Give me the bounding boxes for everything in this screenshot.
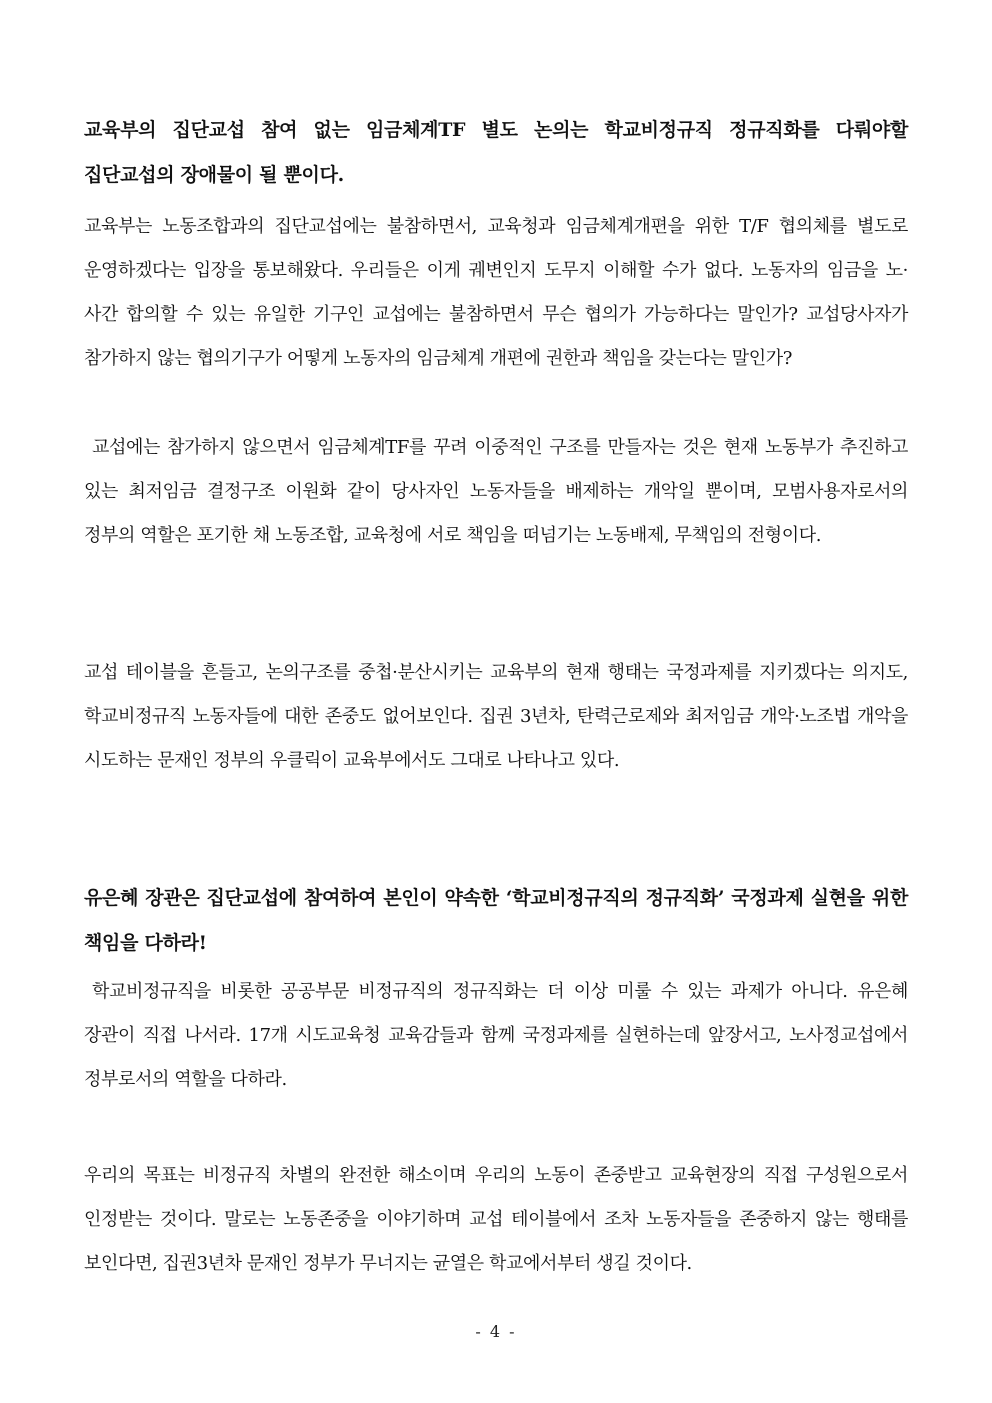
page-number: - 4 - xyxy=(475,1322,517,1341)
paragraph-dual-structure: 교섭에는 참가하지 않으면서 임금체계TF를 꾸려 이중적인 구조를 만들자는 것은 현재 노동부가 추진하고 있는 최저임금 결정구조 이원화 같이 당사자인 노동자들을 배제하는 개악일 뿐이며, 모범사용자로서의 정부의 역할은 포기한 채 노동조합, 교육청에 서로 책임을 떠넘기는 노동배제, 무책임의 전형이다. xyxy=(84,437,908,546)
paragraph-moe-refusal: 교육부는 노동조합과의 집단교섭에는 불참하면서, 교육청과 임금체계개편을 위한 T/F 협의체를 별도로 운영하겠다는 입장을 통보해왔다. 우리들은 이게 궤변인지 도무지 이해할 수가 없다. 노동자의 임금을 노·사간 합의할 수 있는 유일한 기구인 교섭에는 불참하면서 무슨 협의가 가능하다는 말인가? 교섭당사자가 참가하지 않는 협의기구가 어떻게 노동자의 임금체계 개편에 권한과 책임을 갖는다는 말인가? xyxy=(84,216,908,369)
section-heading-minister-demand: 유은혜 장관은 집단교섭에 참여하여 본인이 약속한 ‘학교비정규직의 정규직화’ 국정과제 실현을 위한 책임을 다하라! xyxy=(84,887,908,954)
section-heading-wage-tf: 교육부의 집단교섭 참여 없는 임금체계TF 별도 논의는 학교비정규직 정규직화를 다뤄야할 집단교섭의 장애물이 될 뿐이다. xyxy=(84,119,908,186)
paragraph-regularization-call: 학교비정규직을 비롯한 공공부문 비정규직의 정규직화는 더 이상 미룰 수 있는 과제가 아니다. 유은혜 장관이 직접 나서라. 17개 시도교육청 교육감들과 함께 국정과제를 실현하는데 앞장서고, 노사정교섭에서 정부로서의 역할을 다하라. xyxy=(84,981,908,1090)
paragraph-government-stance: 교섭 테이블을 흔들고, 논의구조를 중첩·분산시키는 교육부의 현재 행태는 국정과제를 지키겠다는 의지도, 학교비정규직 노동자들에 대한 존중도 없어보인다. 집권 3년차, 탄력근로제와 최저임금 개악·노조법 개악을 시도하는 문재인 정부의 우클릭이 교육부에서도 그대로 나타나고 있다. xyxy=(84,662,908,771)
paragraph-goal-statement: 우리의 목표는 비정규직 차별의 완전한 해소이며 우리의 노동이 존중받고 교육현장의 직접 구성원으로서 인정받는 것이다. 말로는 노동존중을 이야기하며 교섭 테이블에서 조차 노동자들을 존중하지 않는 행태를 보인다면, 집권3년차 문재인 정부가 무너지는 균열은 학교에서부터 생길 것이다. xyxy=(84,1165,908,1274)
